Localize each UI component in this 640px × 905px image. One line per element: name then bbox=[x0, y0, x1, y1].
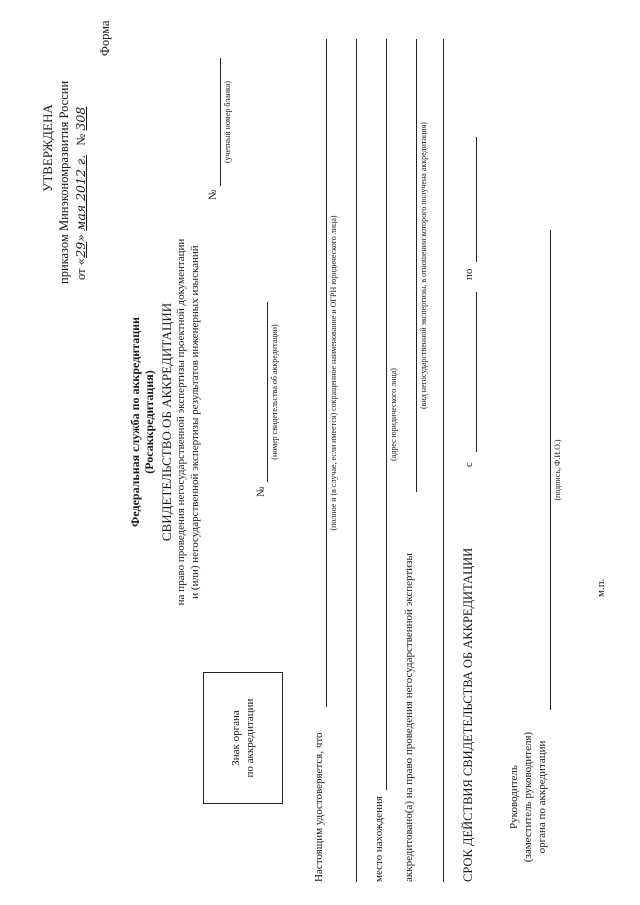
agency-name: Федеральная служба по аккредитации bbox=[128, 317, 142, 527]
certificate-subtitle-1: на право проведения негосударственной экспертизы проектной документации bbox=[175, 238, 187, 606]
expertise-type-line bbox=[416, 39, 417, 492]
form-label: Форма bbox=[98, 20, 112, 56]
certificate-number-sign: № bbox=[255, 486, 267, 497]
approval-number: 308 bbox=[73, 106, 88, 131]
address-caption: (адрес юридического лица) bbox=[389, 368, 398, 461]
approval-date-line bbox=[73, 107, 89, 280]
approval-number-label: № bbox=[74, 133, 88, 146]
certify-label: Настоящим удостоверяется, что bbox=[313, 732, 325, 882]
agency-sign-box bbox=[203, 672, 283, 804]
approval-order-line: приказом Минэкономразвития России bbox=[57, 80, 71, 284]
rotated-form-page bbox=[20, 12, 620, 892]
head-deputy: (заместитель руководителя) bbox=[522, 731, 534, 863]
address-line bbox=[386, 39, 387, 790]
blank-number-line bbox=[220, 58, 221, 186]
validity-from-line bbox=[476, 292, 477, 452]
approval-title: УТВЕРЖДЕНА bbox=[40, 104, 55, 192]
validity-from-label: с bbox=[463, 462, 475, 467]
certificate-number-caption: (номер свидетельства об аккредитации) bbox=[270, 324, 279, 460]
certificate-title: СВИДЕТЕЛЬСТВО ОБ АККРЕДИТАЦИИ bbox=[159, 302, 174, 542]
sign-box-line1: Знак органа bbox=[230, 710, 242, 766]
certificate-subtitle-2: и (или) негосударственной экспертизы результатов инженерных изысканий bbox=[189, 245, 201, 599]
sign-box-line2: по аккредитации bbox=[244, 698, 256, 778]
accredited-label: аккредитовано(а) на право проведения негосударственной экспертизы bbox=[403, 553, 415, 882]
validity-to-label: по bbox=[463, 268, 475, 280]
blank-number-sign: № bbox=[207, 189, 219, 200]
certificate-number-line bbox=[267, 302, 268, 482]
validity-to-line bbox=[476, 137, 477, 262]
approval-month-year: мая 2012 г. bbox=[73, 154, 88, 231]
location-label: место нахождения bbox=[373, 796, 385, 882]
entity-name-line-2 bbox=[356, 39, 357, 882]
agency-short: (Росаккредитация) bbox=[142, 370, 156, 474]
approval-day: «29» bbox=[73, 234, 88, 266]
head-organ: органа по аккредитации bbox=[536, 740, 548, 854]
expertise-type-caption: (вид негосударственной экспертизы, в отношении которого получена аккредитация) bbox=[419, 122, 428, 409]
signature-line bbox=[550, 230, 551, 710]
expertise-type-line-2 bbox=[443, 39, 444, 882]
blank-number-caption: (учетный номер бланка) bbox=[223, 80, 232, 164]
stamp-placeholder: м.п. bbox=[595, 578, 607, 597]
signature-caption: (подпись, Ф.И.О.) bbox=[553, 439, 562, 501]
entity-name-line bbox=[326, 39, 327, 707]
validity-label: СРОК ДЕЙСТВИЯ СВИДЕТЕЛЬСТВА ОБ АККРЕДИТАЦИИ bbox=[461, 547, 475, 882]
approval-from-label: от bbox=[74, 268, 88, 280]
entity-name-caption: (полное и (в случае, если имеется) сокращенное наименование и ОГРН юридического лица) bbox=[329, 215, 338, 531]
head-title: Руководитель bbox=[508, 765, 520, 829]
